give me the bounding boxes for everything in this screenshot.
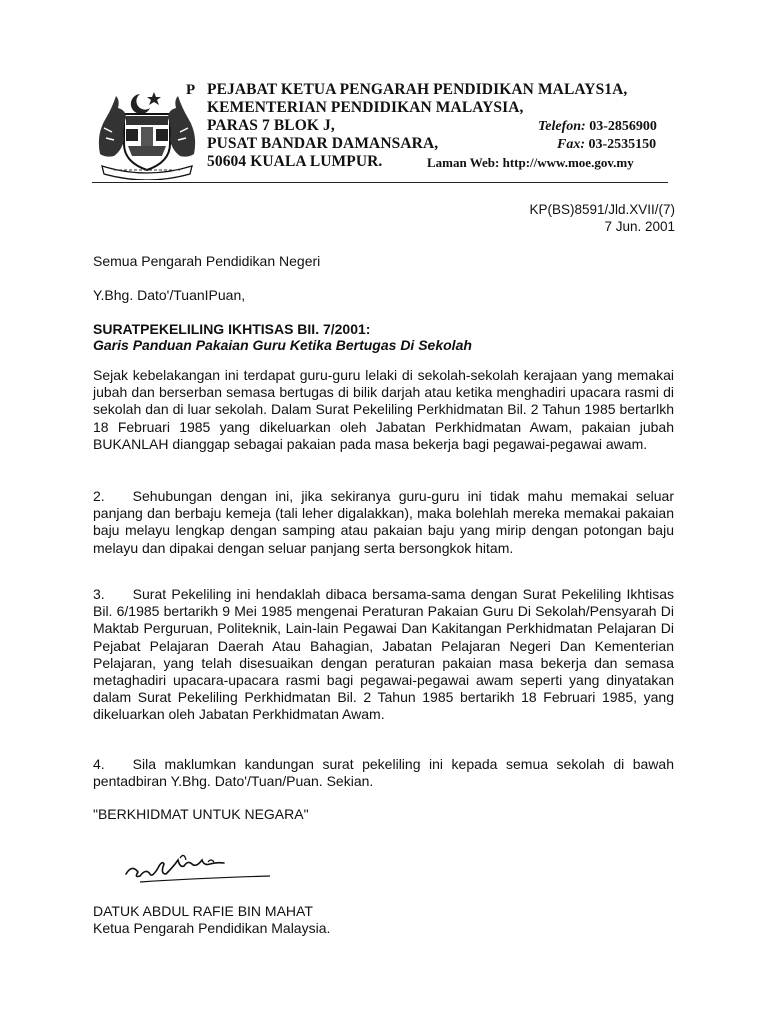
motto: "BERKHIDMAT UNTUK NEGARA": [93, 806, 309, 822]
fax-value: 03-2535150: [588, 137, 657, 152]
letter-date: 7 Jun. 2001: [604, 219, 675, 234]
address-line-2: PUSAT BANDAR DAMANSARA,: [207, 135, 439, 152]
telefon-value: 03-2856900: [589, 119, 657, 134]
paragraph-2: 2. Sehubungan dengan ini, jika sekiranya guru-guru ini tidak mahu memakai seluar panjang dan berbaju kemeja (tali leher digalakkan), maka bolehlah mereka memakai pakaian baju melayu lengkap dengan samping atau pakaian baju yang mirip dengan potongan baju melayu dan dipakai dengan seluar panjang serta bersongkok hitam.: [93, 488, 674, 556]
address-line-3: 50604 KUALA LUMPUR.: [207, 153, 383, 170]
web-value: http://www.moe.gov.my: [502, 155, 634, 170]
reference-number: KP(BS)8591/Jld.XVII/(7): [529, 202, 675, 217]
recipient: Semua Pengarah Pendidikan Negeri: [93, 253, 321, 269]
paragraph-1: Sejak kebelakangan ini terdapat guru-guru lelaki di sekolah-sekolah kerajaan yang memakai jubah dan berserban semasa bertugas di bilik darjah atau ketika menghadiri upacara rasmi di sekolah dan di luar sekolah. Dalam Surat Pekeliling Perkhidmatan Bil. 2 Tahun 1985 bertarlkh 18 Februari 1985 yang dikeluarkan oleh Jabatan Perkhidmatan Awam, pakaian jubah BUKANLAH dianggap sebagai pakaian pada masa bekerja bagi pegawai-pegawai awam.: [93, 367, 674, 452]
letterhead: [92, 78, 670, 188]
telefon-label: Telefon:: [538, 119, 586, 134]
crest-letter: P: [186, 82, 196, 98]
handwritten-signature-icon: [120, 848, 280, 888]
signatory-name: DATUK ABDUL RAFIE BIN MAHAT: [93, 903, 313, 919]
letterhead-divider: [92, 182, 668, 183]
salutation: Y.Bhg. Dato'/TuanIPuan,: [93, 287, 246, 303]
office-name: PEJABAT KETUA PENGARAH PENDIDIKAN MALAYS1A,: [207, 81, 628, 98]
paragraph-4: 4. Sila maklumkan kandungan surat pekeliling ini kepada semua sekolah di bawah pentadbiran Y.Bhg. Dato'/Tuan/Puan. Sekian.: [93, 756, 674, 790]
address-line-1: PARAS 7 BLOK J,: [207, 117, 335, 134]
website: [427, 155, 634, 171]
fax-label: Fax:: [557, 137, 585, 152]
ministry-name: KEMENTERIAN PENDIDIKAN MALAYSIA,: [207, 99, 524, 116]
fax: [557, 137, 656, 153]
web-label: Laman Web:: [427, 155, 500, 170]
subject-title: Garis Panduan Pakaian Guru Ketika Bertugas Di Sekolah: [93, 337, 472, 353]
paragraph-3: 3. Surat Pekeliling ini hendaklah dibaca bersama-sama dengan Surat Pekeliling Ikhtisas Bil. 6/1985 bertarikh 9 Mei 1985 mengenai Peraturan Pakaian Guru Di Sekolah/Pensyarah Di Maktab Perguruan, Politeknik, Lain-lain Pegawai Dan Kakitangan Perkhidmatan Pelajaran Di Pejabat Pelajaran Daerah Atau Bahagian, Jabatan Pelajaran Negeri Dan Kementerian Pelajaran, yang telah disesuaikan dengan peraturan pakaian masa bekerja dan semasa metaghadiri upacara-upacara rasmi bagi pegawai-pegawai awam seperti yang dinyatakan dalam Surat Pekeliling Perkhidmatan Bil. 2 Tahun 1985 bertarikh 18 Februari 1985, yang dikeluarkan oleh Jabatan Perkhidmatan Awam.: [93, 586, 674, 723]
signatory-title: Ketua Pengarah Pendidikan Malaysia.: [93, 920, 331, 936]
subject-heading: SURATPEKELILING IKHTISAS BII. 7/2001:: [93, 321, 371, 337]
telefon: [538, 119, 657, 135]
